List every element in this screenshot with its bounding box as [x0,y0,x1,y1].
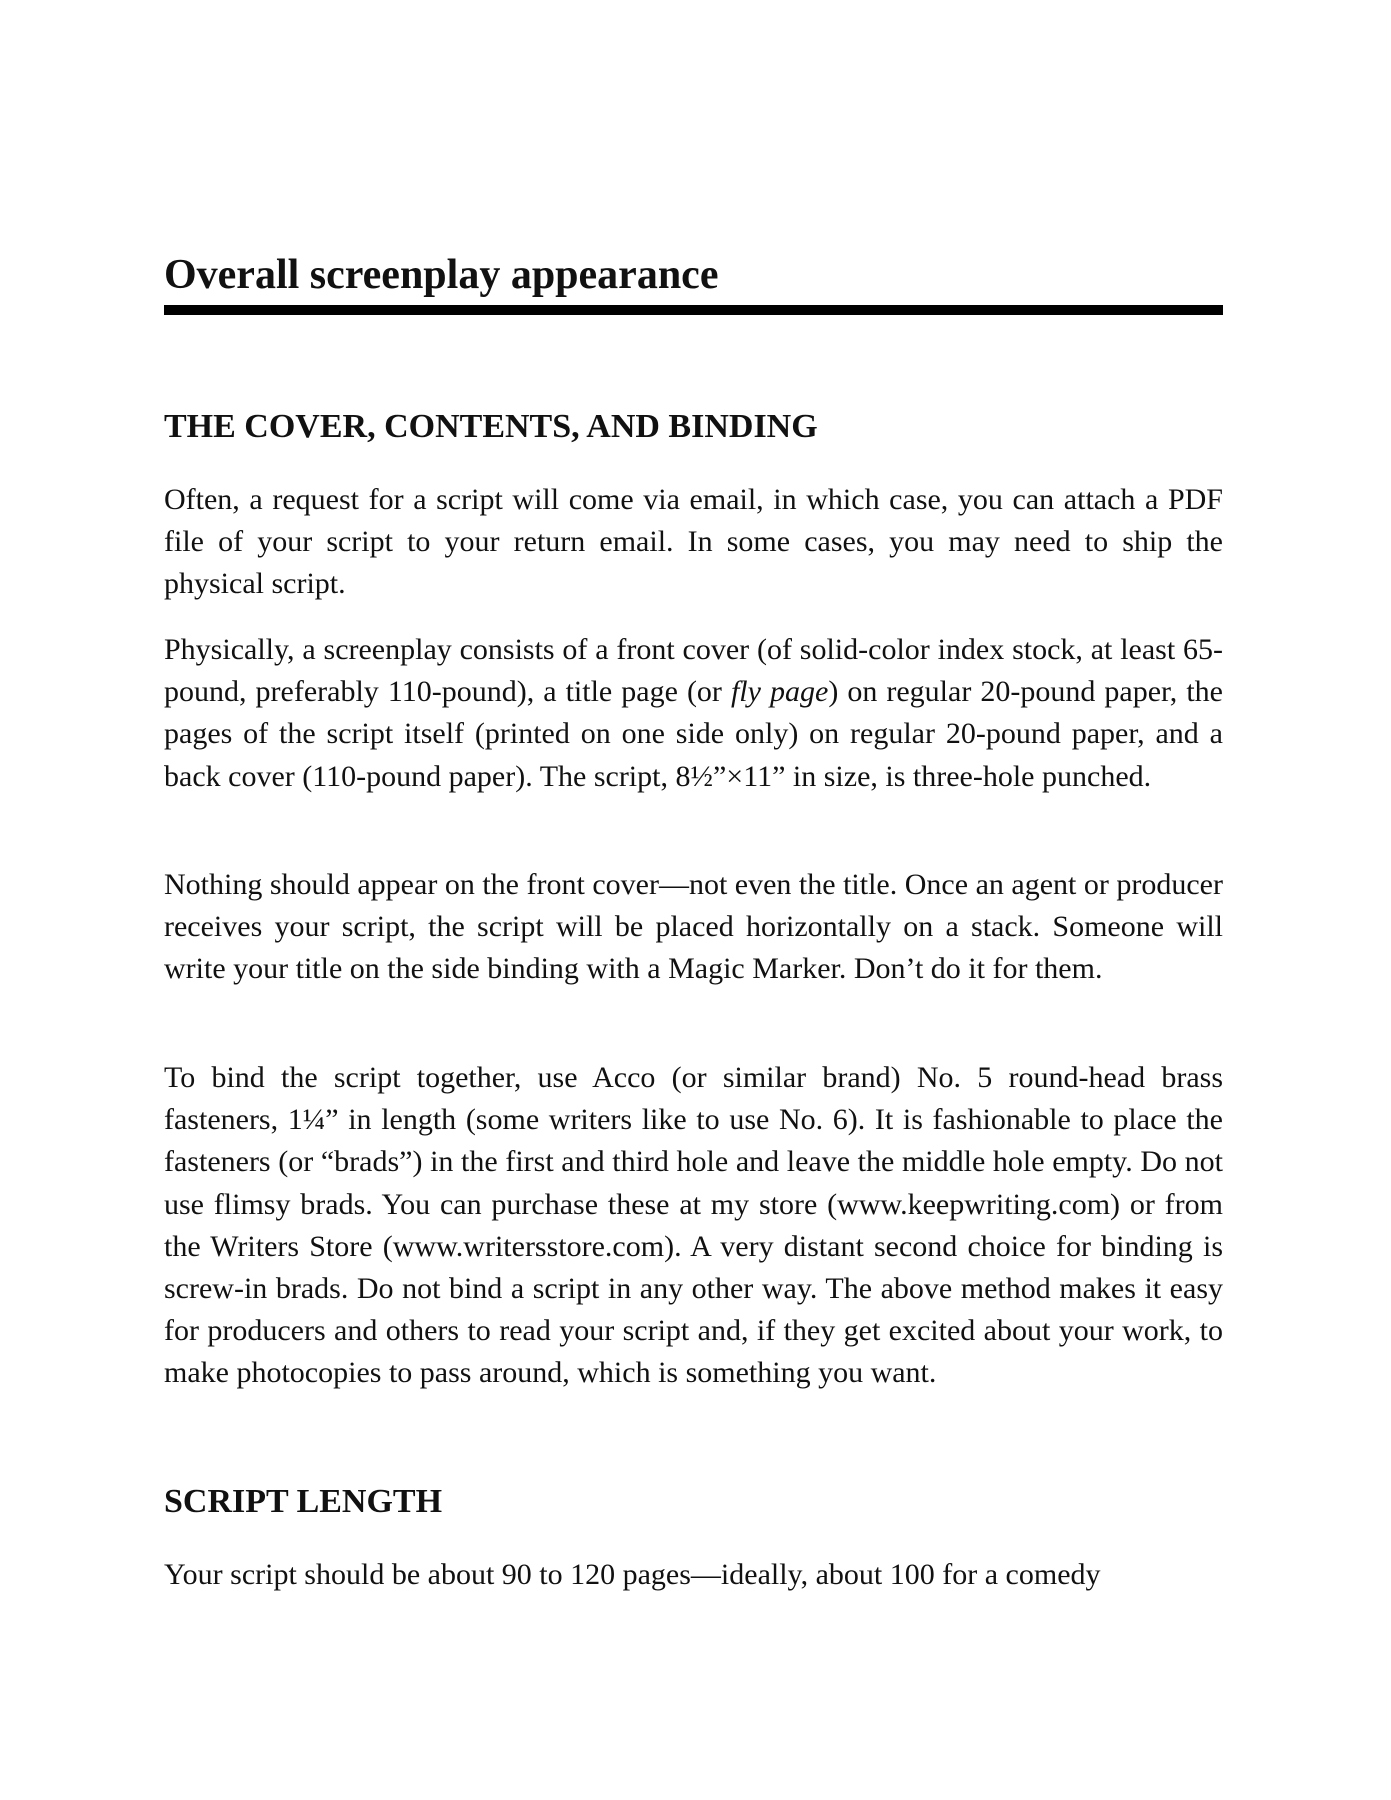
paragraph-front-cover: Nothing should appear on the front cover—not even the title. Once an agent or producer receives your script, the script will be placed horizontally on a stack. Someone will write your title on the side binding with a Magic Marker. Don’t do it for them. [164,868,1223,986]
paragraph-physical-text-before: Physically, a screenplay consists of a front cover (of solid-color index stock, at least 65-pound, preferably 110-pound), a title page (or [164,633,1223,709]
paragraph-email-request: Often, a request for a script will come via email, in which case, you can attach a PDF file of your script to your return email. In some cases, you may need to ship the physical script. [164,483,1223,601]
fly-page-term: fly page [730,675,829,709]
section-heading-cover: THE COVER, CONTENTS, AND BINDING [164,408,818,445]
paragraph-binding: To bind the script together, use Acco (or similar brand) No. 5 round-head brass fasteners, 1¼” in length (some writers like to use No. 6). It is fashionable to place the fasteners (or “brads”) in the first and third hole and leave the middle hole empty. Do not use flimsy brads. You can purchase these at my store (www.keepwriting.com) or from the Writers Store (www.writersstore.com). A very distant second choice for binding is screw-in brads. Do not bind a script in any other way. The above method makes it easy for producers and others to read your script and, if they get excited about your work, to make photocopies to pass around, which is something you want. [164,1061,1223,1390]
title-rule [164,305,1223,315]
paragraph-physical-text-after: ) on regular 20-pound paper, the pages of the script itself (printed on one side only) on regular 20-pound paper, and a back cover (110-pound paper). The script, 8½”×11” in size, is three-hole punched. [164,675,1223,793]
section-heading-length: SCRIPT LENGTH [164,1483,443,1520]
paragraph-script-length: Your script should be about 90 to 120 pages—ideally, about 100 for a comedy [164,1558,1101,1591]
chapter-title: Overall screenplay appearance [164,252,719,298]
paragraph-physical-description [164,629,1223,798]
